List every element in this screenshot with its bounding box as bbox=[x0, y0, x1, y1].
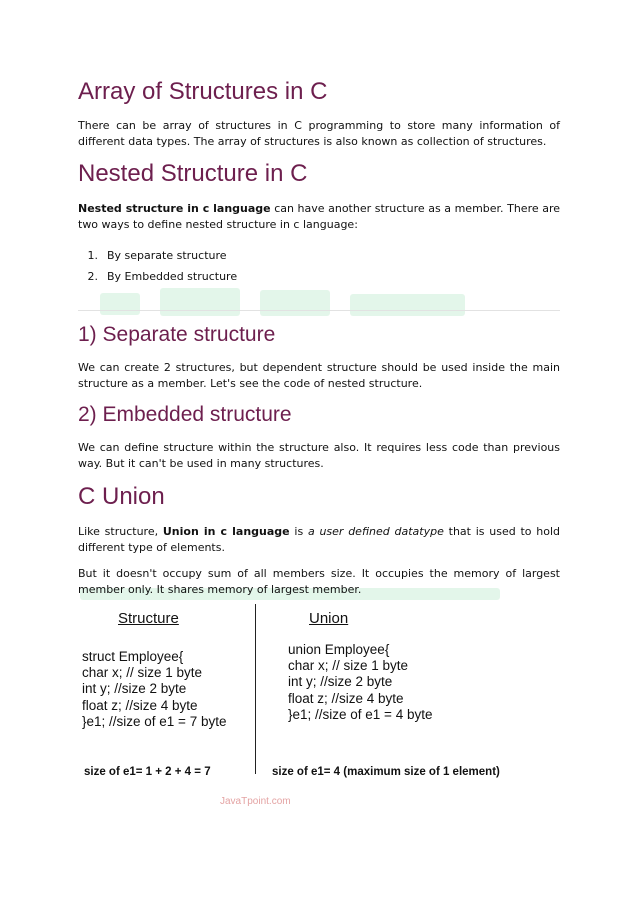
figure-divider bbox=[255, 604, 256, 774]
list-item-label: By separate structure bbox=[107, 249, 227, 262]
watermark-block bbox=[100, 293, 140, 315]
code-line: union Employee{ bbox=[288, 642, 390, 657]
array-of-structures-heading: Array of Structures in C bbox=[78, 78, 328, 105]
code-line: }e1; //size of e1 = 7 byte bbox=[82, 713, 227, 729]
code-line: struct Employee{ bbox=[82, 649, 184, 664]
union-title: Union bbox=[309, 610, 349, 627]
watermark-block bbox=[350, 294, 465, 316]
watermark-block bbox=[160, 288, 240, 316]
nested-structure-rest: can have another structure as a member. There are two ways to define nested structure in c language: bbox=[78, 202, 560, 231]
union-code-block bbox=[288, 642, 432, 723]
union-text-italic: a user defined datatype bbox=[307, 525, 444, 538]
code-line: float z; //size 4 byte bbox=[288, 690, 404, 706]
union-text-part: that is used to hold different type of elements. bbox=[78, 525, 560, 554]
c-union-text-2: But it doesn't occupy sum of all members size. It occupies the memory of largest member only. It shares memory of largest member. bbox=[78, 567, 560, 596]
union-text-bold: Union in c language bbox=[162, 525, 290, 538]
code-line: }e1; //size of e1 = 4 byte bbox=[288, 706, 433, 722]
list-item-number: 2. bbox=[87, 270, 98, 283]
c-union-text-1 bbox=[78, 524, 560, 556]
list-item-number: 1. bbox=[87, 249, 98, 262]
list-item-label: By Embedded structure bbox=[107, 270, 238, 283]
structure-title: Structure bbox=[118, 610, 179, 627]
union-text-part: is bbox=[289, 525, 308, 538]
code-line: float z; //size 4 byte bbox=[82, 697, 198, 713]
code-line: char x; // size 1 byte bbox=[288, 658, 409, 674]
union-size-summary: size of e1= 4 (maximum size of 1 element) bbox=[272, 766, 500, 778]
structure-code-block bbox=[82, 649, 226, 730]
code-line: int y; //size 2 byte bbox=[288, 674, 393, 690]
nested-structure-heading: Nested Structure in C bbox=[78, 160, 308, 187]
list-item bbox=[78, 248, 237, 269]
array-of-structures-text: There can be array of structures in C programming to store many information of different data types. The array of structures is also known as collection of structures. bbox=[78, 119, 560, 148]
structure-vs-union-figure bbox=[78, 600, 560, 820]
code-line: int y; //size 2 byte bbox=[82, 681, 187, 697]
code-line: char x; // size 1 byte bbox=[82, 665, 203, 681]
embedded-structure-heading: 2) Embedded structure bbox=[78, 403, 292, 426]
list-item bbox=[78, 269, 237, 290]
structure-size-summary: size of e1= 1 + 2 + 4 = 7 bbox=[84, 766, 211, 778]
embedded-structure-text: We can define structure within the structure also. It requires less code than previous way. But it can't be used in many structures. bbox=[78, 441, 560, 470]
section-divider bbox=[78, 310, 560, 311]
c-union-heading: C Union bbox=[78, 483, 165, 510]
nested-structure-list bbox=[78, 248, 237, 290]
separate-structure-text: We can create 2 structures, but dependent structure should be used inside the main structure as a member. Let's see the code of nested structure. bbox=[78, 361, 560, 390]
watermark-block bbox=[260, 290, 330, 316]
separate-structure-heading: 1) Separate structure bbox=[78, 323, 276, 346]
nested-structure-bold: Nested structure in c language bbox=[78, 202, 271, 215]
nested-structure-text bbox=[78, 201, 560, 233]
source-credit-logo: JavaTpoint.com bbox=[220, 796, 291, 807]
union-text-part: Like structure, bbox=[78, 525, 163, 538]
